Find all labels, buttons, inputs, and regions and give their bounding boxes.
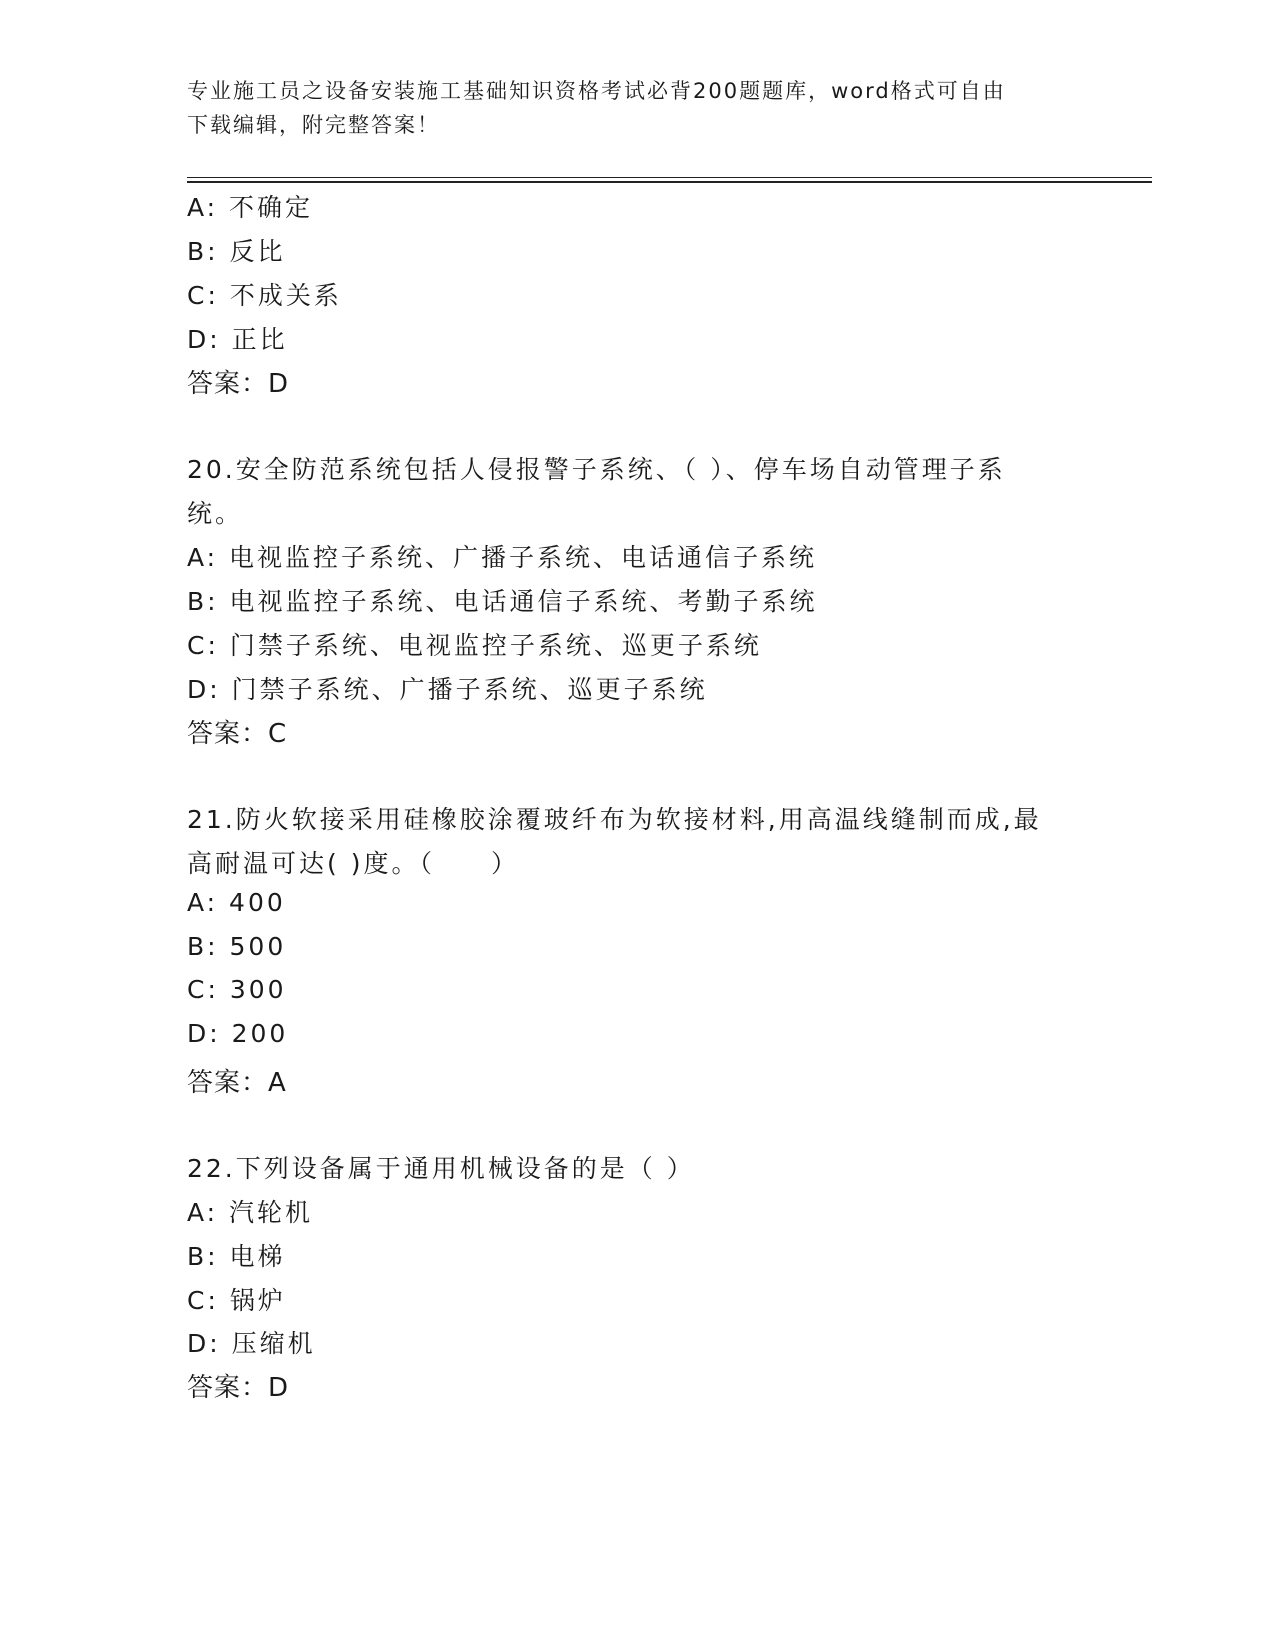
q22-option-d: D: 压缩机	[187, 1329, 316, 1358]
header-divider-thin	[187, 177, 1152, 178]
q21-stem-line-1: 21.防火软接采用硅橡胶涂覆玻纤布为软接材料,用高温线缝制而成,最	[187, 805, 1042, 834]
q21-answer: 答案：A	[187, 1068, 287, 1098]
q21-option-c: C: 300	[187, 975, 287, 1004]
q20-answer: 答案：C	[187, 719, 288, 749]
header-line-1: 专业施工员之设备安装施工基础知识资格考试必背200题题库，word格式可自由	[187, 79, 1006, 103]
q19-answer: 答案：D	[187, 369, 290, 399]
q21-stem-line-2: 高耐温可达( )度。（ ）	[187, 849, 519, 878]
header-divider-thick	[187, 181, 1152, 183]
q21-option-a: A: 400	[187, 888, 286, 917]
document-header	[187, 74, 1067, 142]
q20-option-a: A: 电视监控子系统、广播子系统、电话通信子系统	[187, 543, 818, 572]
header-line-2: 下载编辑，附完整答案！	[187, 113, 440, 137]
q19-option-c: C: 不成关系	[187, 281, 342, 310]
q22-option-c: C: 锅炉	[187, 1286, 286, 1315]
q22-option-b: B: 电梯	[187, 1242, 286, 1271]
q20-option-d: D: 门禁子系统、广播子系统、巡更子系统	[187, 675, 708, 704]
q20-option-c: C: 门禁子系统、电视监控子系统、巡更子系统	[187, 631, 762, 660]
q21-option-d: D: 200	[187, 1019, 289, 1048]
q20-stem-line-1: 20.安全防范系统包括人侵报警子系统、（ ）、停车场自动管理子系	[187, 455, 1006, 484]
q22-stem-line-1: 22.下列设备属于通用机械设备的是（ ）	[187, 1154, 695, 1183]
q21-option-b: B: 500	[187, 932, 287, 961]
q22-option-a: A: 汽轮机	[187, 1198, 314, 1227]
q19-option-a: A: 不确定	[187, 193, 314, 222]
q19-option-d: D: 正比	[187, 325, 288, 354]
q19-option-b: B: 反比	[187, 237, 286, 266]
q20-stem-line-2: 统。	[187, 499, 244, 528]
q20-option-b: B: 电视监控子系统、电话通信子系统、考勤子系统	[187, 587, 818, 616]
q22-answer: 答案：D	[187, 1373, 290, 1403]
